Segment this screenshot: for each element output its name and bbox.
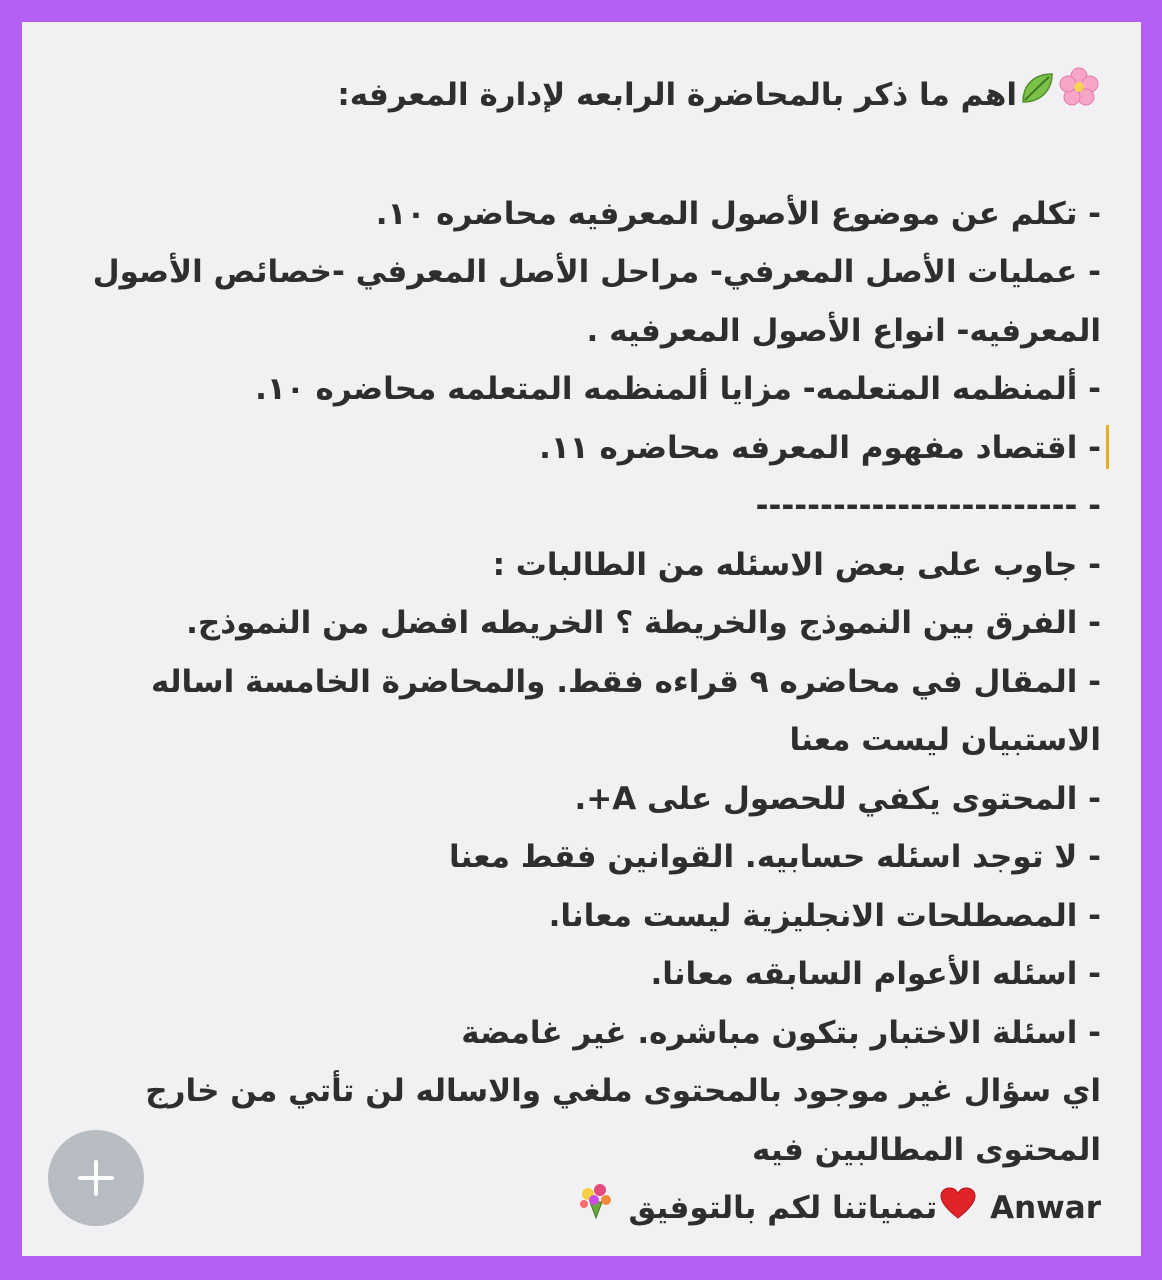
signature-text: تمنياتنا لكم بالتوفيق: [628, 1190, 938, 1227]
note-line: - المحتوى يكفي للحصول على A+.: [574, 780, 1101, 817]
cherry-blossom-icon: [1059, 67, 1099, 127]
note-line: - جاوب على بعض الاسئله من الطالبات :: [492, 546, 1101, 583]
note-body[interactable]: [92, 66, 1101, 1240]
add-button[interactable]: [48, 1130, 144, 1226]
note-line: - عمليات الأصل المعرفي- مراحل الأصل المعرفي -خصائص الأصول: [92, 254, 1101, 291]
note-line: المعرفيه- انواع الأصول المعرفيه .: [586, 312, 1101, 349]
note-line-text: - اقتصاد مفهوم المعرفه محاضره ١١.: [539, 429, 1101, 466]
note-line: - ألمنظمه المتعلمه- مزايا ألمنظمه المتعلمه محاضره ١٠.: [255, 371, 1101, 408]
blank-line: [96, 126, 1101, 185]
divider-line: - -------------------------: [755, 488, 1101, 525]
leaf-icon: [1019, 67, 1055, 126]
note-line: - لا توجد اسئله حسابيه. القوانين فقط معنا: [448, 839, 1101, 876]
note-title: اهم ما ذكر بالمحاضرة الرابعه لإدارة المعرفه:: [337, 77, 1017, 113]
note-line: المحتوى المطالبين فيه: [752, 1131, 1101, 1168]
note-line: - اسئلة الاختبار بتكون مباشره. غير غامضة: [461, 1014, 1101, 1051]
bouquet-icon: [576, 1180, 616, 1240]
note-line: - المصطلحات الانجليزية ليست معانا.: [548, 897, 1101, 934]
signature-line: [96, 1179, 1101, 1239]
note-title-line: [96, 66, 1101, 126]
note-paper[interactable]: [22, 22, 1141, 1256]
note-line-with-caret: [96, 419, 1101, 478]
note-line: الاستبيان ليست معنا: [789, 722, 1101, 759]
red-heart-icon: [939, 1181, 977, 1240]
note-line: - المقال في محاضره ٩ قراءه فقط. والمحاضرة الخامسة اساله: [151, 663, 1101, 700]
note-line: - الفرق بين النموذج والخريطة ؟ الخريطه افضل من النموذج.: [186, 605, 1101, 642]
signature-name: Anwar: [990, 1190, 1101, 1227]
note-line: - تكلم عن موضوع الأصول المعرفيه محاضره ١٠.: [375, 195, 1101, 232]
note-line: - اسئله الأعوام السابقه معانا.: [650, 956, 1101, 993]
text-caret: [1106, 425, 1109, 469]
note-line: اي سؤال غير موجود بالمحتوى ملغي والاساله لن تأتي من خارج: [145, 1073, 1101, 1110]
